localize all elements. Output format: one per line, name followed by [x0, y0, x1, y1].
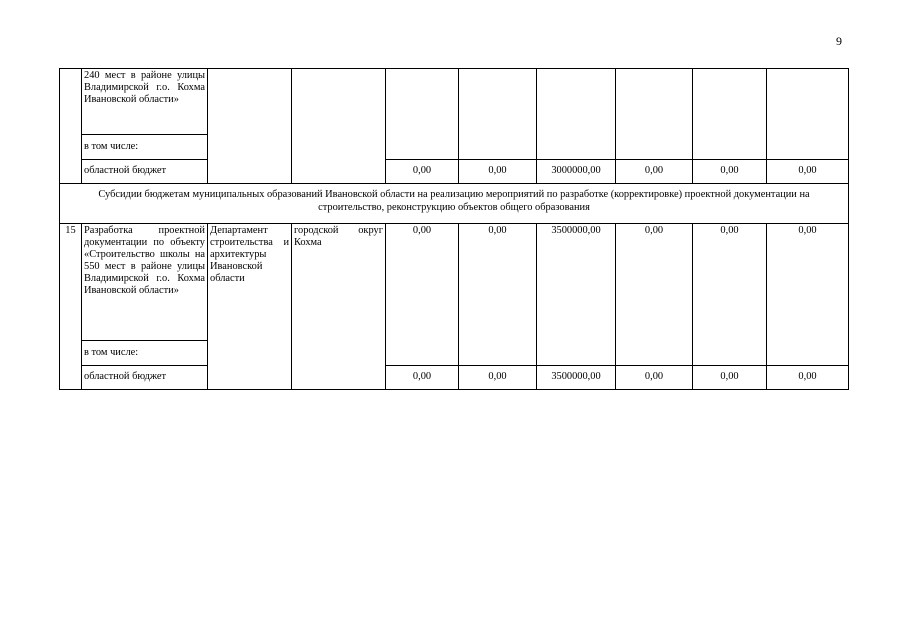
budget-label-cell: областной бюджет — [82, 160, 208, 184]
value-cell: 0,00 — [459, 224, 537, 366]
table-row — [60, 69, 849, 135]
executor-cell — [208, 69, 292, 184]
table-row — [60, 366, 849, 390]
municipality-cell: городской округ Кохма — [292, 224, 386, 390]
page-number: 9 — [836, 34, 842, 48]
value-cell: 0,00 — [616, 366, 693, 390]
value-cell: 0,00 — [459, 160, 537, 184]
project-name-cell: Разработка проектной документации по объекту «Строительство школы на 550 мест в районе улицы Владимирской г.о. Кохма Ивановской области» — [82, 224, 208, 341]
municipality-cell — [292, 69, 386, 184]
value-cell — [767, 69, 849, 160]
value-cell — [693, 69, 767, 160]
value-cell: 0,00 — [616, 160, 693, 184]
value-cell — [616, 69, 693, 160]
section-header-row — [60, 184, 849, 224]
value-cell: 0,00 — [693, 224, 767, 366]
table-row — [60, 160, 849, 184]
funding-table — [59, 68, 849, 390]
in-that-number-cell: в том числе: — [82, 341, 208, 366]
value-cell — [537, 69, 616, 160]
value-cell: 0,00 — [386, 160, 459, 184]
value-cell: 0,00 — [693, 160, 767, 184]
value-cell: 0,00 — [767, 224, 849, 366]
value-cell: 0,00 — [386, 224, 459, 366]
value-cell: 3500000,00 — [537, 224, 616, 366]
value-cell — [459, 69, 537, 160]
value-cell: 0,00 — [767, 366, 849, 390]
in-that-number-cell: в том числе: — [82, 135, 208, 160]
budget-label-cell: областной бюджет — [82, 366, 208, 390]
value-cell: 3000000,00 — [537, 160, 616, 184]
value-cell: 0,00 — [767, 160, 849, 184]
executor-cell: Департамент строительства и архитектуры Ивановской области — [208, 224, 292, 390]
project-name-cell: 240 мест в районе улицы Владимирской г.о. Кохма Ивановской области» — [82, 69, 208, 135]
value-cell: 0,00 — [693, 366, 767, 390]
subsidy-section-title: Субсидии бюджетам муниципальных образований Ивановской области на реализацию мероприятий по разработке (корректировке) проектной документации на строительство, реконструкцию объектов общего образования — [60, 184, 849, 224]
row-number-cell: 15 — [60, 224, 82, 390]
value-cell: 0,00 — [386, 366, 459, 390]
row-number-cell — [60, 69, 82, 184]
value-cell: 3500000,00 — [537, 366, 616, 390]
table-row — [60, 224, 849, 341]
value-cell: 0,00 — [616, 224, 693, 366]
value-cell: 0,00 — [459, 366, 537, 390]
value-cell — [386, 69, 459, 160]
